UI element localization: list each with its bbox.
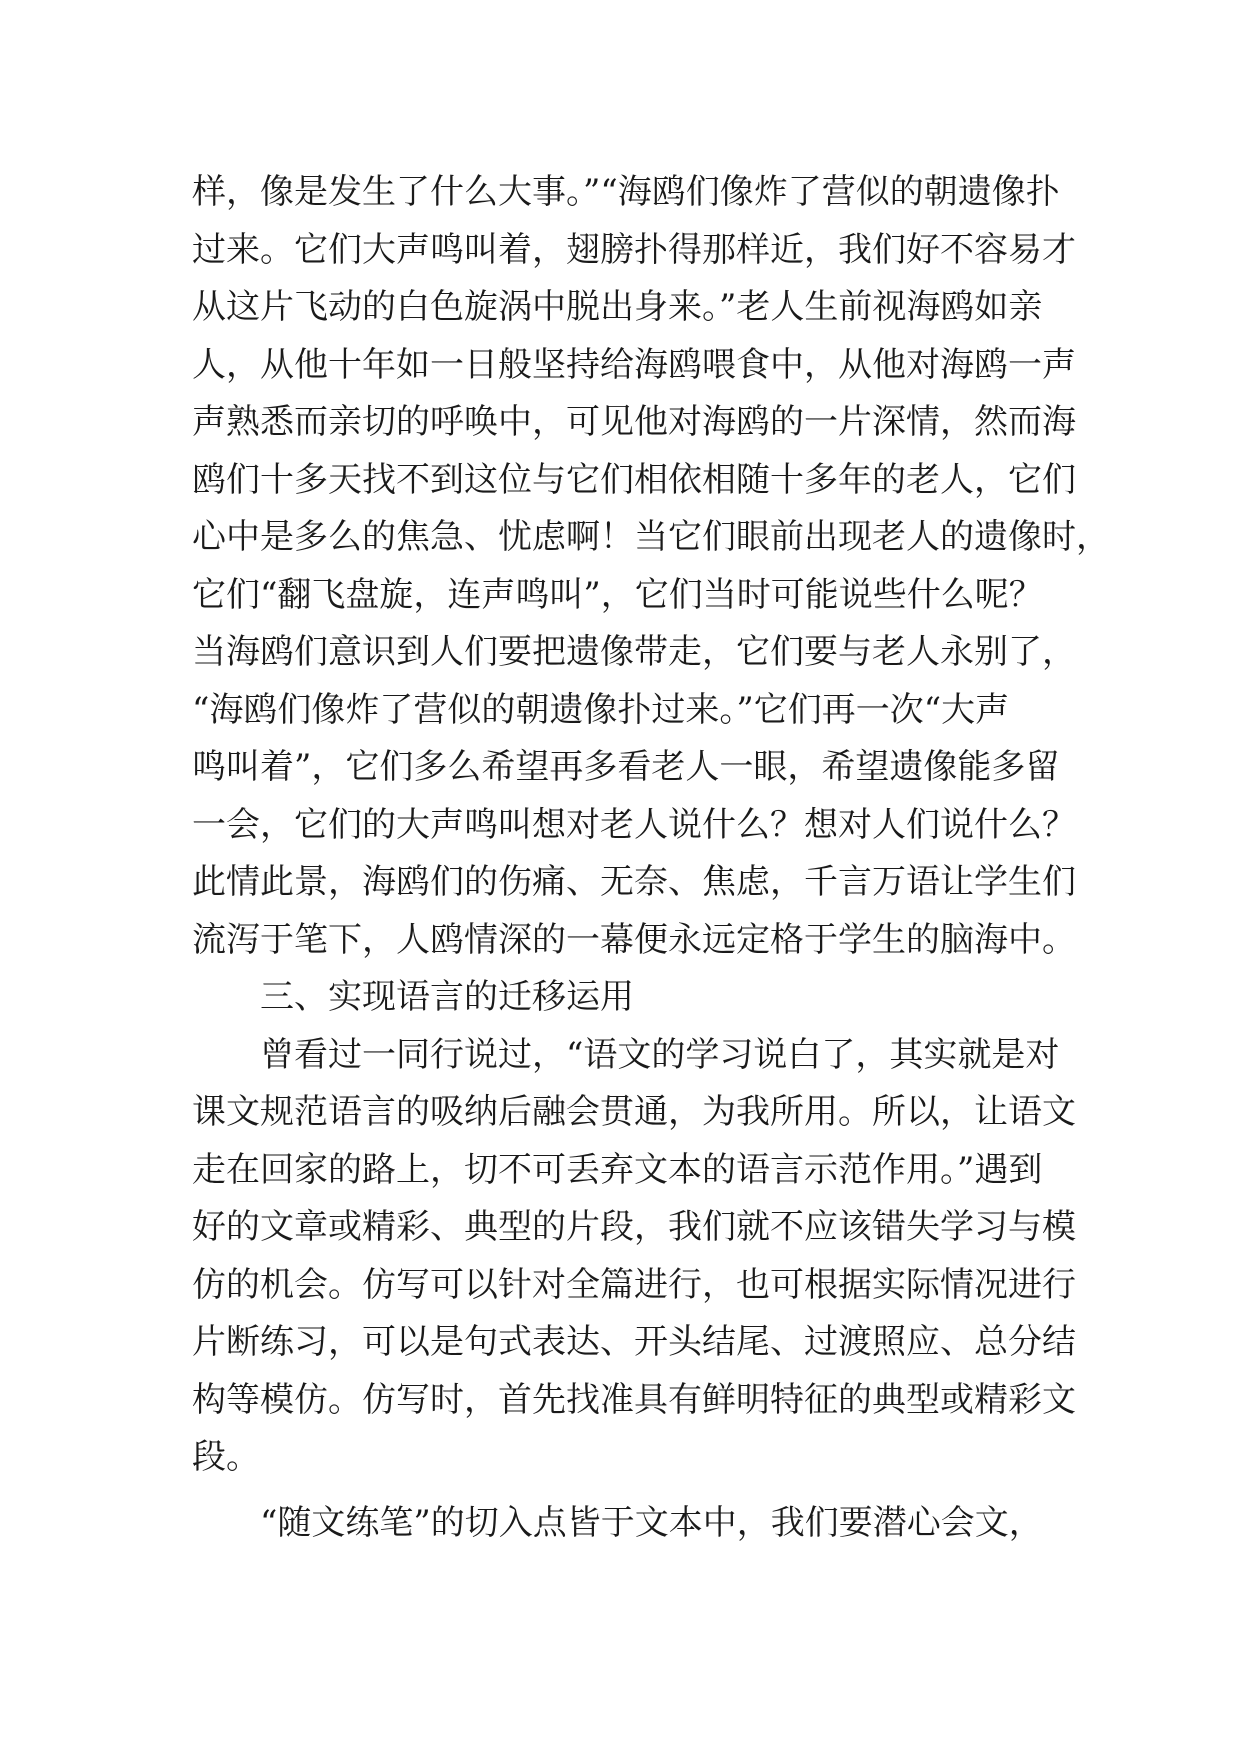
text-line: 仿的机会。仿写可以针对全篇进行，也可根据实际情况进行 <box>192 1264 1076 1305</box>
text-line: 课文规范语言的吸纳后融会贯通，为我所用。所以，让语文 <box>192 1092 1076 1132</box>
text-line: 过来。它们大声鸣叫着，翅膀扑得那样近，我们好不容易才 <box>192 229 1076 270</box>
text-line: 构等模仿。仿写时，首先找准具有鲜明特征的典型或精彩文 <box>192 1379 1076 1420</box>
text-line: 曾看过一同行说过，“语文的学习说白了，其实就是对 <box>260 1034 1060 1075</box>
text-line: 声熟悉而亲切的呼唤中，可见他对海鸥的一片深情，然而海 <box>192 402 1076 442</box>
text-line: 当海鸥们意识到人们要把遗像带走，它们要与老人永别了， <box>192 632 1076 672</box>
section-heading: 三、实现语言的迁移运用 <box>260 977 634 1017</box>
text-line: 鸣叫着”，它们多么希望再多看老人一眼，希望遗像能多留 <box>192 747 1060 787</box>
text-line: “海鸥们像炸了营似的朝遗像扑过来。”它们再一次“大声 <box>192 689 1010 730</box>
text-line: 走在回家的路上，切不可丢弃文本的语言示范作用。”遇到 <box>192 1149 1043 1190</box>
text-line: 流泻于笔下，人鸥情深的一幕便永远定格于学生的脑海中。 <box>192 919 1076 960</box>
text-line: 此情此景，海鸥们的伤痛、无奈、焦虑，千言万语让学生们 <box>192 862 1076 902</box>
body-text <box>192 164 1110 1552</box>
text-line: 一会，它们的大声鸣叫想对老人说什么？想对人们说什么？ <box>192 804 1076 845</box>
text-line: “随文练笔”的切入点皆于文本中，我们要潜心会文， <box>260 1502 1043 1543</box>
text-line: 段。 <box>192 1437 260 1477</box>
text-line: 人，从他十年如一日般坚持给海鸥喂食中，从他对海鸥一声 <box>192 344 1076 385</box>
text-line: 好的文章或精彩、典型的片段，我们就不应该错失学习与模 <box>192 1207 1076 1247</box>
text-line: 样，像是发生了什么大事。”“海鸥们像炸了营似的朝遗像扑 <box>192 172 1060 212</box>
text-line: 片断练习，可以是句式表达、开头结尾、过渡照应、总分结 <box>192 1322 1076 1362</box>
text-line: 它们“翻飞盘旋，连声鸣叫”，它们当时可能说些什么呢？ <box>192 574 1043 615</box>
text-line: 心中是多么的焦急、忧虑啊！当它们眼前出现老人的遗像时， <box>192 517 1110 557</box>
text-line: 鸥们十多天找不到这位与它们相依相随十多年的老人，它们 <box>192 459 1076 500</box>
text-line: 从这片飞动的白色旋涡中脱出身来。”老人生前视海鸥如亲 <box>192 287 1043 327</box>
